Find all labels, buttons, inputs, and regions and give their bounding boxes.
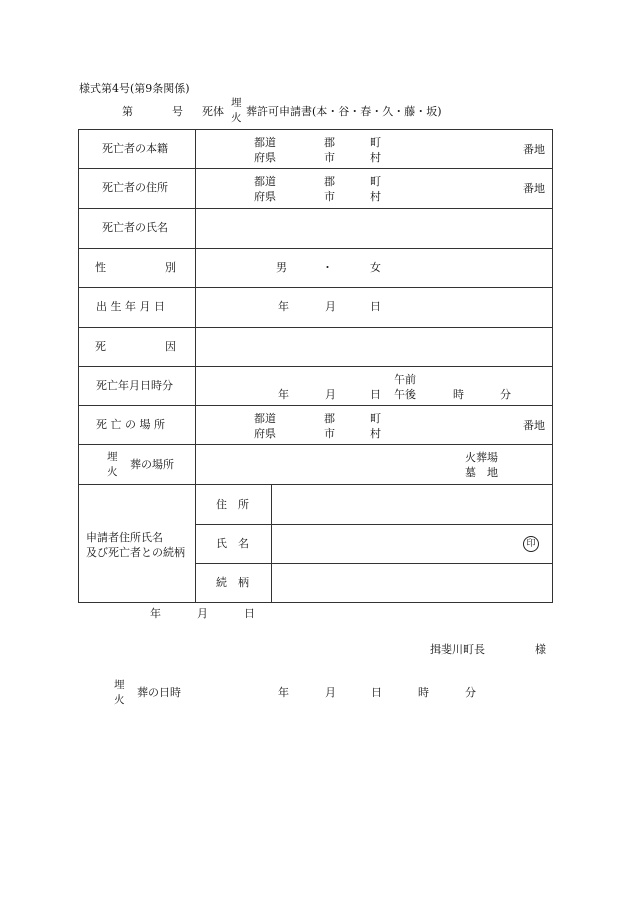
title-shitai: 死体 — [202, 105, 224, 118]
honseki-todo: 都道 — [254, 136, 276, 149]
death-day: 日 — [370, 388, 381, 401]
cause-label-a: 死 — [95, 340, 106, 353]
place-todo: 都道 — [254, 412, 276, 425]
jusho-fuken: 府県 — [254, 190, 276, 203]
death-month: 月 — [325, 388, 336, 401]
applicant-name-label: 氏 名 — [216, 537, 249, 550]
jusho-son: 村 — [370, 190, 381, 203]
jusho-todo: 都道 — [254, 175, 276, 188]
seibetsu-male: 男 — [276, 261, 287, 274]
seal-mark: 印 — [523, 536, 539, 552]
burial-ka: 火 — [107, 466, 118, 478]
death-time-label: 死亡年月日時分 — [96, 379, 173, 392]
mayor-title: 揖斐川町長 — [430, 643, 485, 656]
date-day: 日 — [244, 607, 255, 620]
seibetsu-female: 女 — [370, 261, 381, 274]
title-mai: 埋 — [231, 97, 242, 109]
applicant-label-1: 申請者住所氏名 — [86, 531, 163, 544]
burial-mai: 埋 — [107, 451, 118, 463]
shimei-label: 死亡者の氏名 — [102, 221, 168, 234]
honseki-banchi: 番地 — [523, 143, 545, 156]
place-gun: 郡 — [324, 412, 335, 425]
honseki-label: 死亡者の本籍 — [102, 142, 168, 155]
date-month: 月 — [197, 607, 208, 620]
jusho-cho: 町 — [370, 175, 381, 188]
applicant-label-2: 及び死亡者との続柄 — [86, 546, 185, 559]
burial-crematorium: 火葬場 — [465, 451, 498, 464]
seibetsu-label-b: 別 — [165, 261, 176, 274]
title-go: 号 — [172, 105, 183, 118]
burial-dt-month: 月 — [325, 686, 336, 699]
date-year: 年 — [150, 607, 161, 620]
jusho-banchi: 番地 — [523, 182, 545, 195]
addressee-sama: 様 — [535, 643, 546, 656]
title-dai: 第 — [122, 105, 133, 118]
death-hour: 時 — [453, 388, 464, 401]
title-ka: 火 — [231, 112, 242, 124]
burial-dt-ka: 火 — [114, 694, 125, 706]
place-son: 村 — [370, 427, 381, 440]
applicant-relation-label: 続 柄 — [216, 576, 249, 589]
place-shi: 市 — [324, 427, 335, 440]
seibetsu-dot: ・ — [322, 261, 333, 274]
honseki-shi: 市 — [324, 151, 335, 164]
place-banchi: 番地 — [523, 419, 545, 432]
birth-year: 年 — [278, 300, 289, 313]
burial-dt-hour: 時 — [418, 686, 429, 699]
place-fuken: 府県 — [254, 427, 276, 440]
seibetsu-label-a: 性 — [95, 261, 106, 274]
cause-label-b: 因 — [165, 340, 176, 353]
honseki-gun: 郡 — [324, 136, 335, 149]
burial-place-label: 葬の場所 — [130, 458, 174, 471]
applicant-address-label: 住 所 — [216, 498, 249, 511]
burial-cemetery: 墓 地 — [465, 466, 498, 479]
honseki-cho: 町 — [370, 136, 381, 149]
burial-dt-minute: 分 — [465, 686, 476, 699]
burial-dt-day: 日 — [371, 686, 382, 699]
jusho-shi: 市 — [324, 190, 335, 203]
honseki-son: 村 — [370, 151, 381, 164]
place-label: 死 亡 の 場 所 — [96, 418, 165, 431]
death-minute: 分 — [500, 388, 511, 401]
burial-dt-label: 葬の日時 — [137, 686, 181, 699]
birth-month: 月 — [325, 300, 336, 313]
death-year: 年 — [278, 388, 289, 401]
jusho-gun: 郡 — [324, 175, 335, 188]
death-am: 午前 — [394, 373, 416, 386]
death-pm: 午後 — [394, 388, 416, 401]
birth-label: 出 生 年 月 日 — [96, 300, 165, 313]
title-rest: 葬許可申請書(本・谷・春・久・藤・坂) — [246, 105, 442, 118]
honseki-fuken: 府県 — [254, 151, 276, 164]
burial-dt-year: 年 — [278, 686, 289, 699]
birth-day: 日 — [370, 300, 381, 313]
jusho-label: 死亡者の住所 — [102, 181, 168, 194]
form-number-label: 様式第4号(第9条関係) — [79, 82, 190, 95]
burial-dt-mai: 埋 — [114, 679, 125, 691]
place-cho: 町 — [370, 412, 381, 425]
